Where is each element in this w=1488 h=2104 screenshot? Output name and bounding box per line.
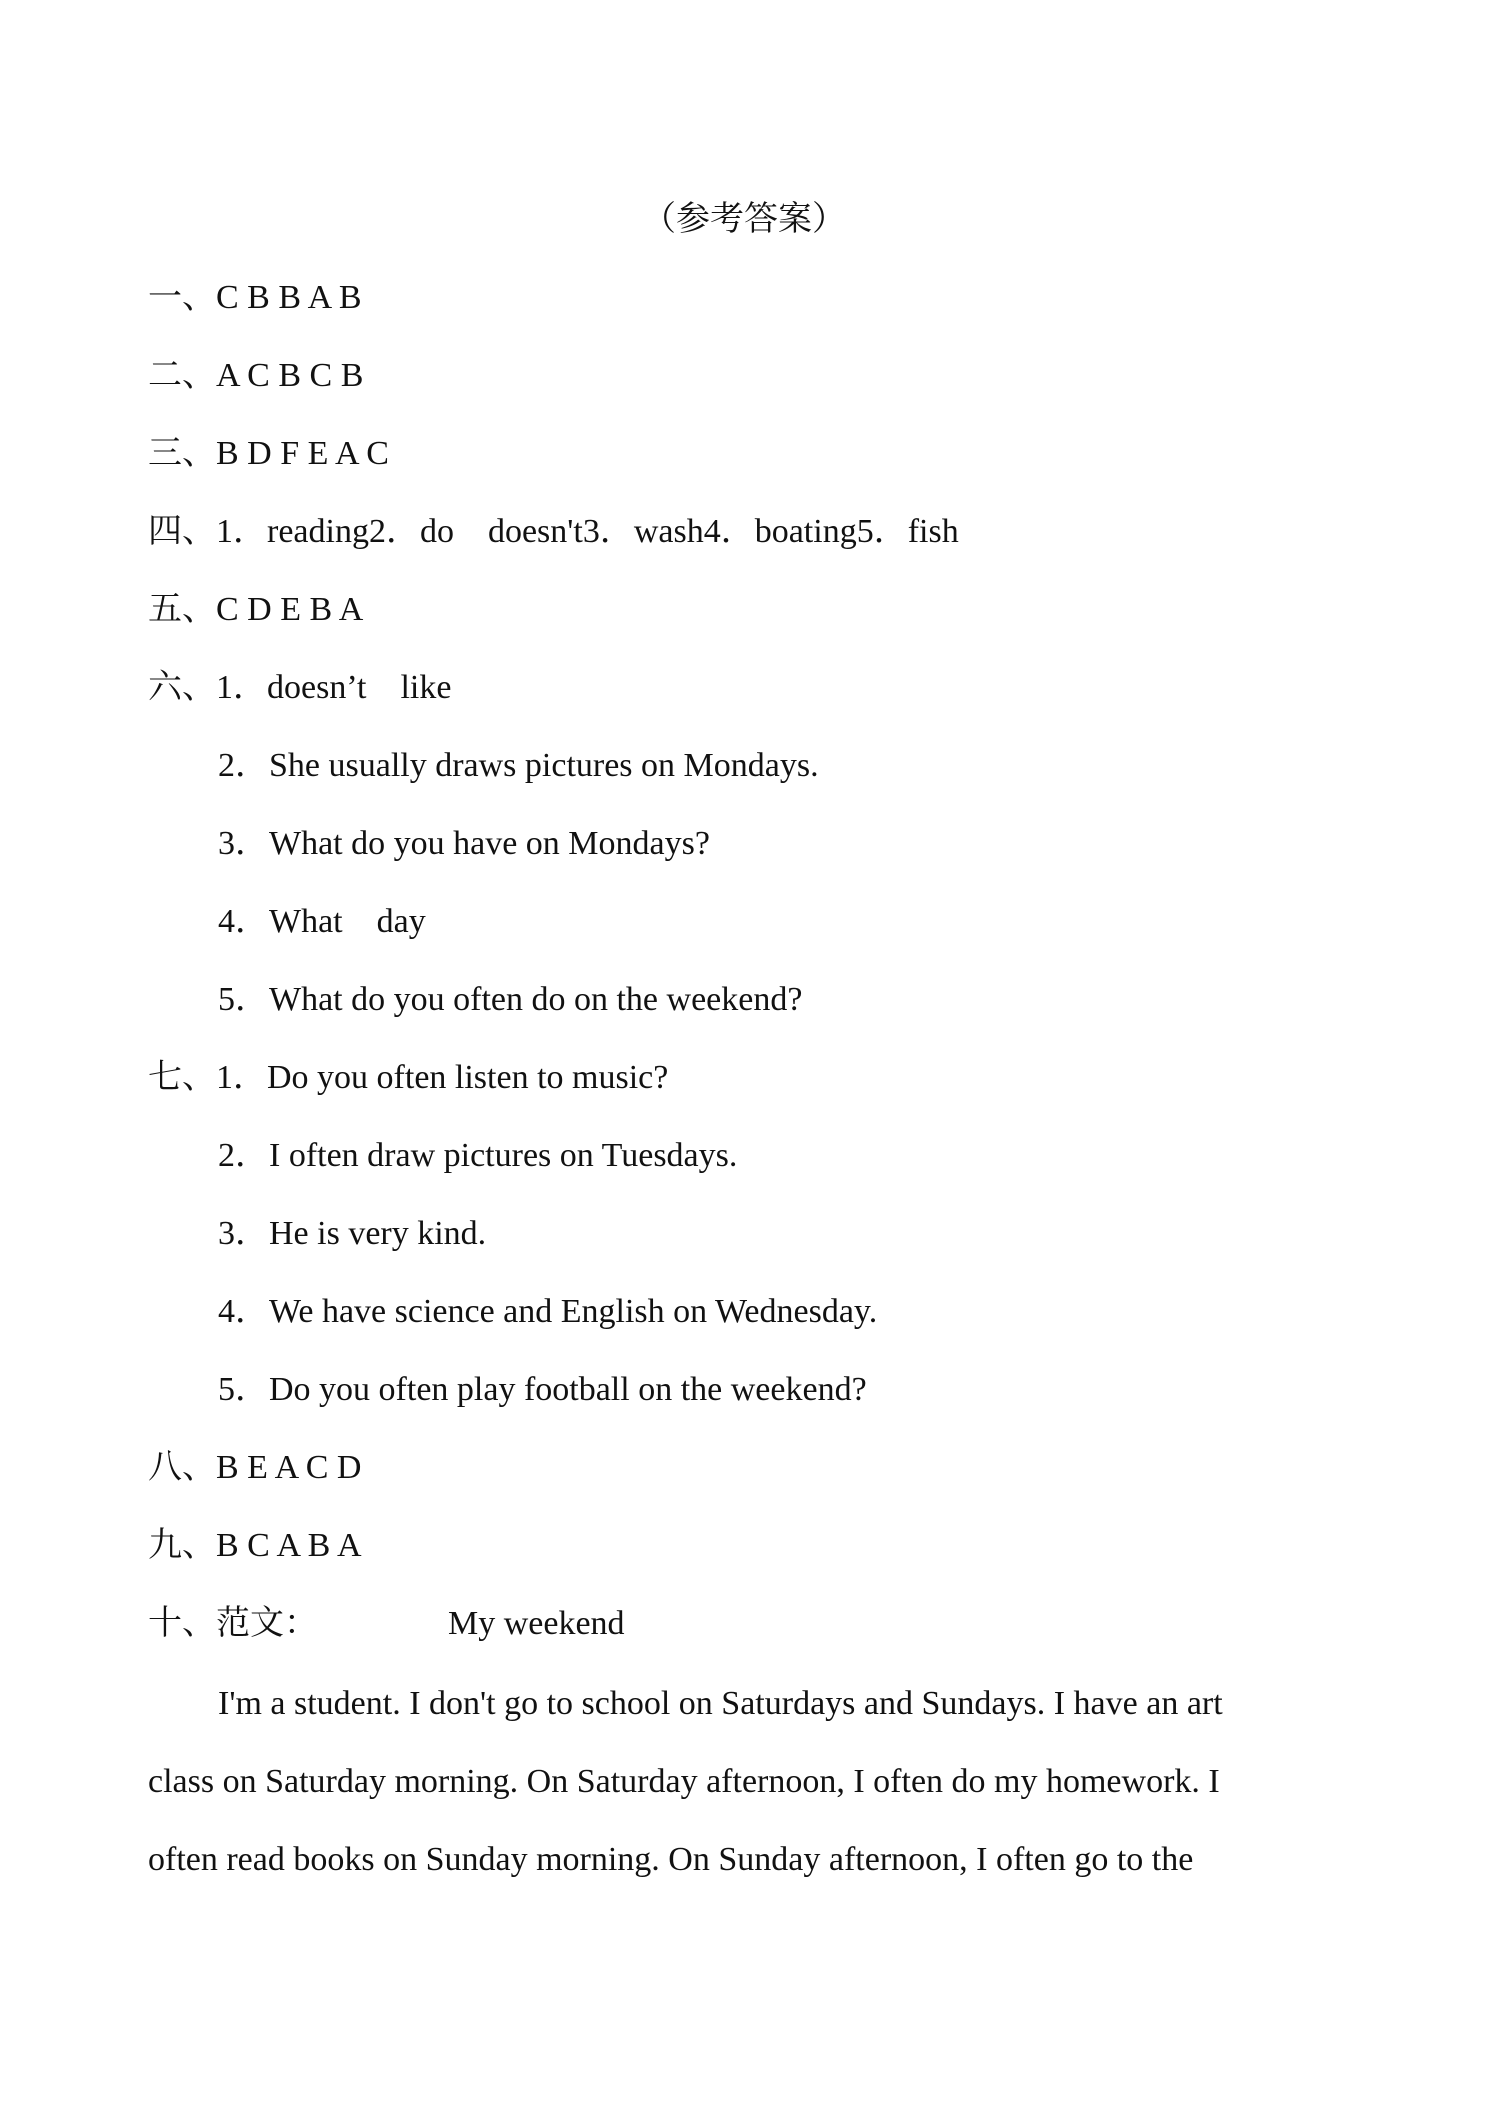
section-label: 三、 — [148, 435, 216, 472]
answer-item: 1．Do you often listen to music? — [216, 1059, 669, 1096]
answer-item: 5．Do you often play football on the weekend? — [218, 1371, 867, 1408]
section-label: 七、 — [148, 1059, 216, 1096]
answer-section-1 — [148, 274, 362, 322]
answer-section-10 — [148, 1600, 625, 1648]
answer-item: 2．She usually draws pictures on Mondays. — [218, 747, 819, 784]
section-answers: B C A B A — [216, 1527, 362, 1564]
section-label: 八、 — [148, 1449, 216, 1486]
page-title: （参考答案） — [642, 201, 846, 238]
essay-title: My weekend — [448, 1605, 625, 1642]
essay-paragraph: I'm a student. I don't go to school on Saturdays and Sundays. I have an art class on Saturday morning. On Saturday afternoon, I often do my homework. I often read books on Sunday morning. On Sunday afternoon, I often go to the — [148, 1685, 1223, 1878]
essay-prefix: 范文： — [216, 1605, 318, 1642]
answer-section-6 — [148, 664, 451, 712]
section-label: 十、 — [148, 1605, 216, 1642]
section-label: 六、 — [148, 669, 216, 706]
answer-section-5 — [148, 586, 363, 634]
section-answers: C B B A B — [216, 279, 362, 316]
answer-section-2 — [148, 352, 363, 400]
answer-item: 3．What do you have on Mondays? — [218, 825, 710, 862]
answer-item: 4．We have science and English on Wednesday. — [218, 1293, 878, 1330]
section-label: 九、 — [148, 1527, 216, 1564]
answer-item: 5．What do you often do on the weekend? — [218, 981, 803, 1018]
answer-item: 3．He is very kind. — [218, 1215, 487, 1252]
section-answers: C D E B A — [216, 591, 364, 628]
section-answers: B E A C D — [216, 1449, 362, 1486]
section-answers: B D F E A C — [216, 435, 389, 472]
answer-item: 1．doesn’t like — [216, 669, 452, 706]
section-label: 五、 — [148, 591, 216, 628]
section-answers: A C B C B — [216, 357, 364, 394]
answer-section-4 — [148, 508, 959, 556]
answer-item: 2．I often draw pictures on Tuesdays. — [218, 1137, 738, 1174]
answer-section-3 — [148, 430, 389, 478]
section-label: 四、 — [148, 513, 216, 550]
answer-item: 4．What day — [218, 903, 426, 940]
answer-section-8 — [148, 1444, 361, 1492]
answer-section-9 — [148, 1522, 362, 1570]
section-answers: 1．reading2．do doesn't3．wash4．boating5．fish — [216, 513, 959, 550]
answer-section-7 — [148, 1054, 668, 1102]
section-label: 一、 — [148, 279, 216, 316]
section-label: 二、 — [148, 357, 216, 394]
